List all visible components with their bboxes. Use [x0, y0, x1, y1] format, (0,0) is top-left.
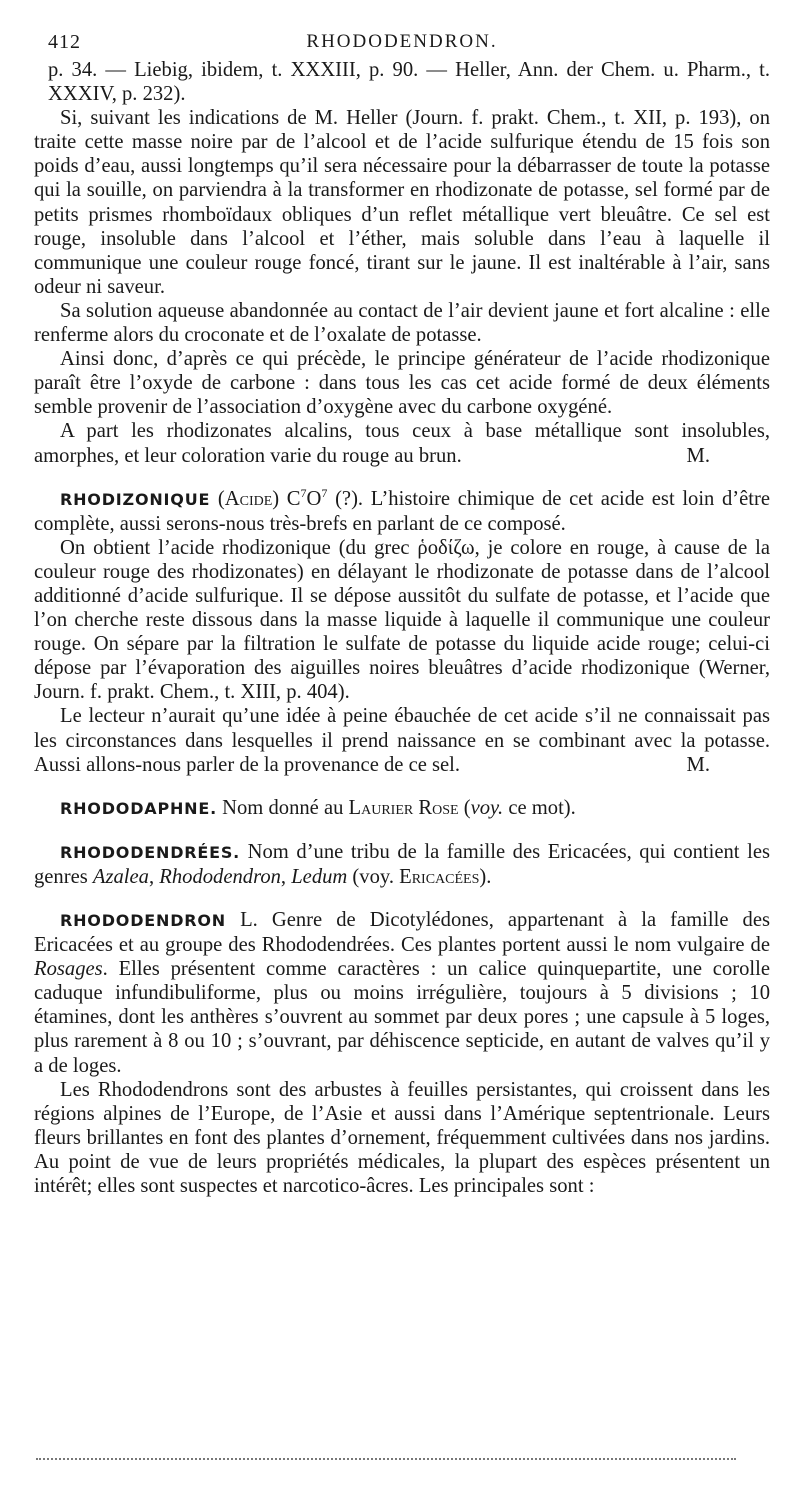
paragraph	[34, 419, 770, 467]
dictionary-entry-rhododendrees: RHODODENDRÉES. Nom d’une tribu de la famille des Ericacées, qui contient les genres Azalea, Rhododendron, Ledum (voy. Ericacées).	[34, 840, 770, 888]
entry-headword: RHODODENDRÉES.	[60, 842, 241, 862]
paragraph-text: Le lecteur n’aurait qu’une idée à peine ébauchée de cet acide s’il ne connaissait pas les circonstances dans lesquelles il prend naissance en se combinant avec la potasse. Aussi allons-nous parler de la provenance de ce sel.	[34, 705, 770, 776]
chemical-formula: $C^7O^7$ (?).	[286, 485, 364, 510]
paragraph: Les Rhododendrons sont des arbustes à feuilles persistantes, qui croissent dans les régions alpines de l’Europe, de l’Asie et aussi dans l’Amérique septentrionale. Leurs fleurs brillantes en font des plantes d’ornement, fréquemment cultivées dans nos jardins. Au point de vue de leurs propriétés médicales, la plupart des espèces présentent un intérêt; elles sont suspectes et narcotico-âcres. Les principales sont :	[34, 1078, 770, 1198]
entry-text: L’histoire chimique de cet acide est loin d’être complète, aussi serons-nous très-brefs en parlant de ce composé.	[34, 487, 771, 535]
paragraph: Sa solution aqueuse abandonnée au contact de l’air devient jaune et fort alcaline : elle renferme alors du croconate et de l’oxalate de potasse.	[34, 299, 770, 347]
paragraph: On obtient l’acide rhodizonique (du grec ῥοδίζω, je colore en rouge, à cause de la couleur rouge des rhodizonates) en délayant le rhodizonate de potasse dans de l’alcool additionné d’acide sulfurique. Il se dépose aussitôt du sulfate de potasse, et l’acide que l’on cherche reste dissous dans la masse liquide à laquelle il communique une couleur rouge. On sépare par la filtration le sulfate de potasse du liquide acide rouge; celui-ci dépose par l’évaporation des aiguilles noires bleuâtres d’acide rhodizonique (Werner, Journ. f. prakt. Chem., t. XIII, p. 404).	[34, 536, 770, 704]
paragraph: Si, suivant les indications de M. Heller (Journ. f. prakt. Chem., t. XII, p. 193), on traite cette masse noire par de l’alcool et de l’acide sulfurique étendu de 15 fois son poids d’eau, aussi longtemps qu’il sera nécessaire pour la débarrasser de toute la potasse qui la souille, on parviendra à la transformer en rhodizonate de potasse, sel formé par de petits prismes rhomboïdaux obliques d’un reflet métallique vert bleuâtre. Ce sel est rouge, insoluble dans l’alcool et l’éther, mais soluble dans l’eau à laquelle il communique une couleur rouge foncé, tirant sur le jaune. Il est inaltérable à l’air, sans odeur ni saveur.	[34, 107, 770, 298]
entry-headword: RHODIZONIQUE	[60, 489, 211, 509]
paragraph-continuation: p. 34. — Liebig, ibidem, t. XXXIII, p. 90. — Heller, Ann. der Chem. u. Pharm., t. XXXIV, p. 232).	[48, 59, 770, 106]
page	[34, 30, 770, 1198]
entry-headword: RHODODAPHNE.	[60, 798, 217, 818]
paragraph: Ainsi donc, d’après ce qui précède, le principe générateur de l’acide rhodizonique paraît être l’oxyde de carbone : dans tous les cas cet acide formé de deux éléments semble provenir de l’association d’oxygène avec du carbone oxygéné.	[34, 348, 770, 419]
running-title: RHODODENDRON.	[306, 31, 498, 52]
entry-headword: RHODODENDRON	[60, 911, 226, 930]
dictionary-entry-rhododendron: RHODODENDRON L. Genre de Dicotylédones, appartenant à la famille des Ericacées et au groupe des Rhododendrées. Ces plantes portent aussi le nom vulgaire de Rosages. Elles présentent comme caractères : un calice quinquepartite, une corolle caduque infundibuliforme, plus ou moins irrégulière, toujours à 5 divisions ; 10 étamines, dont les anthères s’ouvrent au sommet par deux pores ; une capsule à 5 loges, plus rarement à 8 ou 10 ; s’ouvrant, par déhiscence septicide, en autant de valves qu’il y a de loges.	[34, 909, 770, 1077]
page-header	[34, 30, 770, 56]
entry-qualifier: (Acide)	[217, 487, 280, 510]
paragraph	[34, 704, 770, 776]
dotted-footer-rule	[36, 1458, 736, 1460]
dictionary-entry-rhodizonique	[34, 487, 770, 536]
author-signature: M.	[686, 444, 710, 467]
cross-reference: Ericacées	[399, 865, 480, 888]
page-number: 412	[48, 31, 81, 53]
paragraph-text: A part les rhodizonates alcalins, tous ceux à base métallique sont insolubles, amorphes, et leur coloration varie du rouge au brun.	[34, 420, 770, 467]
dictionary-entry-rhododaphne: RHODODAPHNE. Nom donné au Laurier Rose (voy. ce mot).	[60, 796, 576, 819]
cross-reference: Laurier Rose	[348, 796, 459, 819]
author-signature: M.	[686, 753, 710, 776]
